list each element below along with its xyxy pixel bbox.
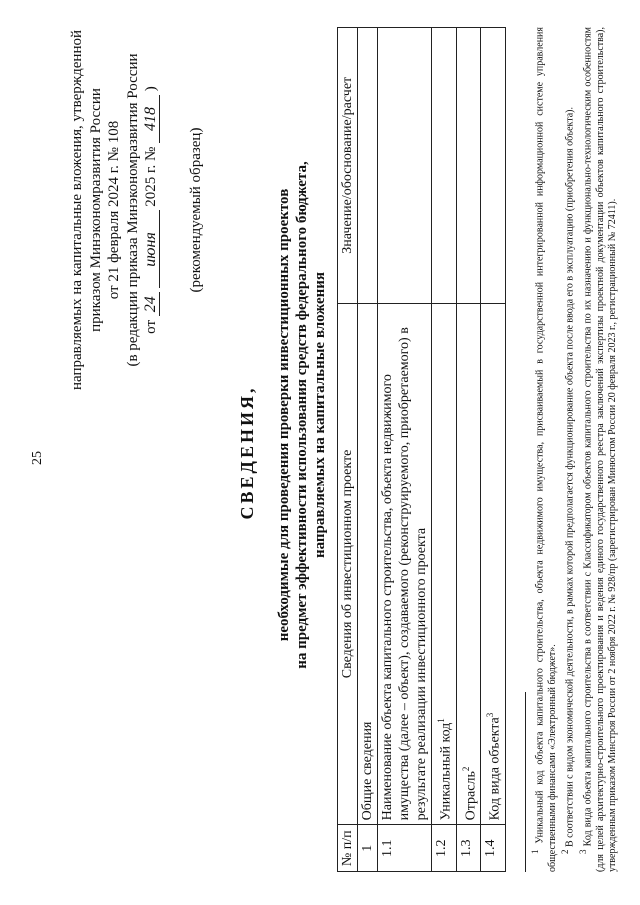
approval-line: направляемых на капитальные вложения, утвержденной	[69, 30, 85, 391]
row-text: Уникальный код$^1$	[432, 303, 457, 825]
date-year: 2025 г. №	[143, 146, 159, 207]
row-text: Наименование объекта капитального строительства, объекта недвижимого имущества (далее – объект), создаваемого (реконструируемого, приобретаемого) в результате реализации инвестиционного проекта	[378, 303, 432, 825]
handwritten-day: 24	[142, 292, 160, 316]
table-row	[358, 28, 378, 872]
date-suffix: )	[143, 86, 159, 92]
document-title: СВЕДЕНИЯ,	[237, 385, 257, 520]
table-row	[456, 28, 481, 872]
row-value	[358, 28, 378, 304]
table-row	[481, 28, 506, 872]
row-number: 1.4	[481, 825, 506, 872]
sample-note: (рекомендуемый образец)	[188, 127, 204, 293]
row-value	[481, 28, 506, 304]
footnote-ref: 1	[436, 718, 446, 723]
approval-line: (в редакции приказа Минэкономразвития России	[124, 53, 141, 367]
footnotes	[525, 27, 620, 872]
footnote-mark: 3	[578, 849, 589, 854]
document-subtitle	[275, 135, 329, 695]
row-number: 1.1	[378, 825, 432, 872]
table-header-row	[338, 28, 358, 872]
footnote: $^2$ В соответствии с видом экономической деятельности, в рамках которой предполагается функционирование объекта после ввода его в эксплуатацию (приобретения объекта).	[560, 107, 576, 854]
footnote-mark: 1	[530, 849, 540, 854]
row-text: Общие сведения	[358, 303, 378, 825]
page-number: 25	[30, 451, 45, 465]
project-info-table	[337, 27, 506, 872]
row-value	[432, 28, 457, 304]
footnote-divider	[525, 692, 526, 872]
row-text: Отрасль$^2$	[456, 303, 481, 825]
handwritten-month: июня	[142, 210, 160, 288]
date-prefix: от	[143, 319, 159, 334]
subtitle-line: необходимые для проведения проверки инвестиционных проектов	[276, 188, 292, 642]
subtitle-line: направляемых на капитальные вложения	[312, 271, 328, 559]
approval-line-date	[142, 20, 161, 400]
approval-block	[68, 20, 161, 400]
table-row	[378, 28, 432, 872]
approval-line: приказом Минэкономразвития России	[87, 88, 104, 332]
row-value	[378, 28, 432, 304]
footnote-mark: 2	[560, 849, 571, 854]
footnote: $^3$ Код вида объекта капитального строительства в соответствии с Классификатором объектов капитального строительства по их назначению и функционально-технологическим особенностям (для целей архитектурно-строительного проектирования и ведения единого государственного реестра заключений экспертизы проектной документации объектов капитального строительства), утвержденным приказом Минстроя России от 2 ноября 2022 г. № 928/пр (зарегистрирован Минюстом России 20 февраля 2023 г., регистрационный № 72411).	[578, 26, 619, 872]
row-text: Код вида объекта$^3$	[481, 303, 506, 825]
row-value	[456, 28, 481, 304]
header-number: № п/п	[338, 825, 358, 872]
header-info: Сведения об инвестиционном проекте	[338, 303, 358, 825]
table-row	[432, 28, 457, 872]
handwritten-order-number: 418	[142, 95, 160, 143]
footnote-ref: 3	[485, 712, 496, 718]
row-number: 1	[358, 825, 378, 872]
approval-line: от 21 февраля 2024 г. № 108	[106, 120, 122, 300]
row-number: 1.2	[432, 825, 457, 872]
header-value: Значение/обоснование/расчет	[338, 28, 358, 304]
row-number: 1.3	[456, 825, 481, 872]
subtitle-line: на предмет эффективности использования средств федерального бюджета,	[294, 161, 310, 669]
footnote-ref: 2	[460, 766, 471, 772]
footnote: $^1$ Уникальный код объекта капитального строительства, объекта недвижимого имущества, присваиваемый в государственной интегрированной информационной системе управления общественными финансами «Электронный бюджет».	[530, 26, 558, 872]
